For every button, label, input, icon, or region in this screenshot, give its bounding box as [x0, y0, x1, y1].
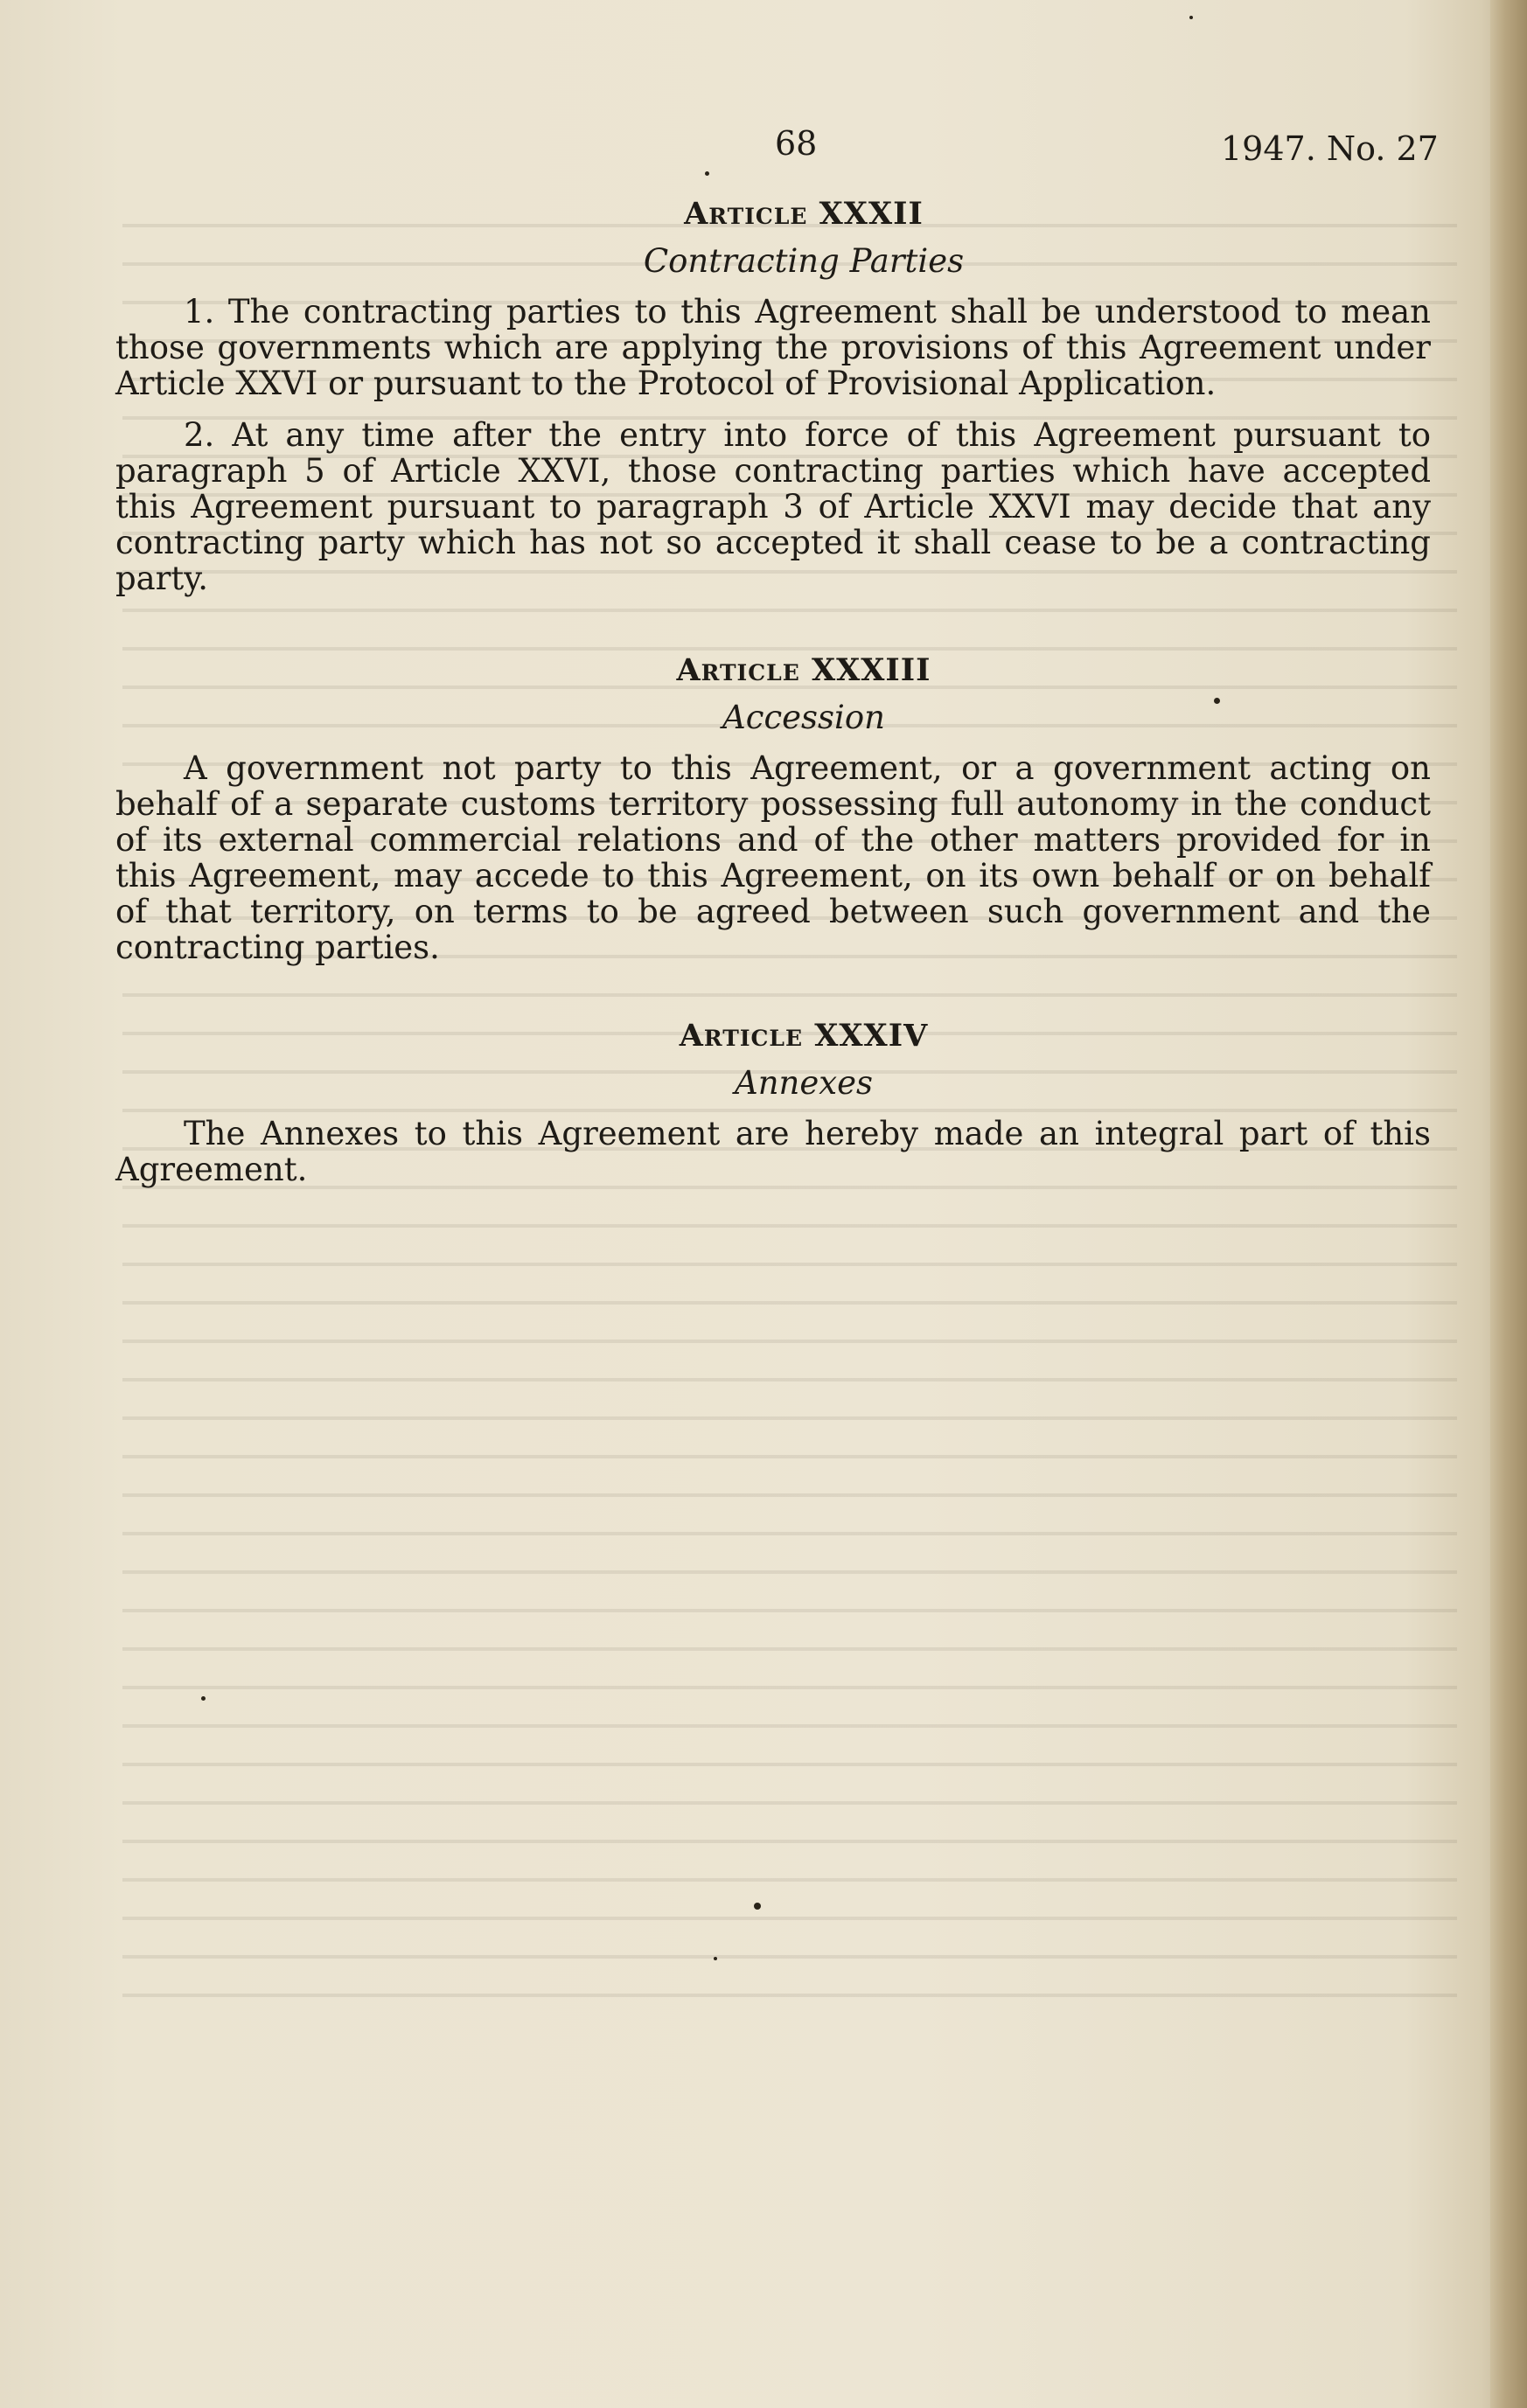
- article-title: Article XXXIV: [679, 1018, 929, 1054]
- article-title: Article XXXII: [684, 196, 924, 232]
- ink-speck: [754, 1903, 761, 1910]
- article-subtitle: Contracting Parties: [643, 242, 965, 280]
- page-spine-edge: [1490, 0, 1527, 2408]
- page-number: 68: [775, 124, 818, 163]
- ink-speck: [1189, 16, 1193, 19]
- article-paragraph: 2. At any time after the entry into force of this Agreement pursuant to paragraph 5 of Article XXVI, those contracting parties which have accepted this Agreement pursuant to paragraph 3 of Article XXVI may decide that any contracting party which has not so accepted it shall cease to be a contracting party.: [115, 416, 1431, 597]
- article-xxxiv: [115, 1014, 1431, 1187]
- ink-speck: [1214, 698, 1220, 704]
- article-xxxiii: [115, 649, 1431, 965]
- page-header: [0, 121, 1527, 173]
- ink-speck: [705, 171, 709, 176]
- article-subtitle: Accession: [722, 699, 885, 736]
- article-title: Article XXXIII: [676, 652, 931, 688]
- article-paragraph: The Annexes to this Agreement are hereby made an integral part of this Agreement.: [115, 1115, 1431, 1188]
- ink-speck: [201, 1696, 206, 1701]
- article-paragraph: A government not party to this Agreement, or a government acting on behalf of a separate customs territory possessing full autonomy in the conduct of its external commercial relations and of the other matters provided for in this Agreement, may accede to this Agreement, on its own behalf or on behalf of that territory, on terms to be agreed between such government and the contracting parties.: [115, 749, 1431, 966]
- article-xxxii: [115, 192, 1431, 596]
- running-head: 1947. No. 27: [1221, 129, 1439, 168]
- page-body: [115, 192, 1431, 1203]
- ink-speck: [714, 1957, 717, 1960]
- article-paragraph: 1. The contracting parties to this Agreement shall be understood to mean those governments which are applying the provisions of this Agreement under Article XXVI or pursuant to the Protocol of Provisional Application.: [115, 293, 1431, 402]
- article-subtitle: Annexes: [734, 1064, 874, 1102]
